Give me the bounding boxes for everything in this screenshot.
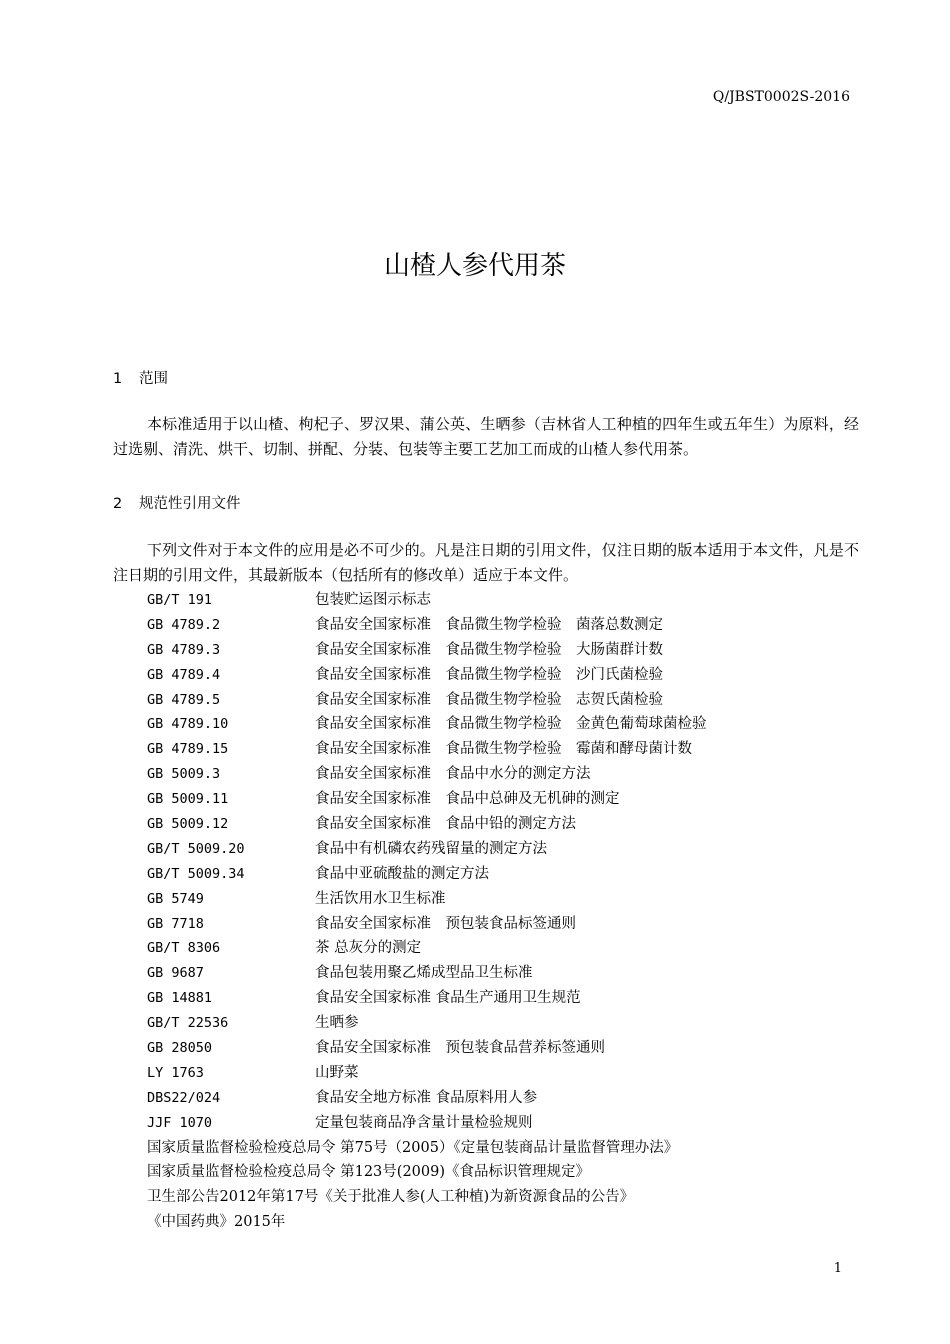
reference-item bbox=[147, 837, 867, 862]
reference-code: GB 28050 bbox=[147, 1040, 213, 1057]
reference-item bbox=[147, 688, 867, 713]
reference-code: GB 14881 bbox=[147, 990, 213, 1007]
reference-title: 食品安全国家标准 食品中铅的测定方法 bbox=[315, 816, 576, 833]
reference-item bbox=[147, 1160, 867, 1185]
reference-code: DBS22/024 bbox=[147, 1089, 221, 1106]
reference-title: 生活饮用水卫生标准 bbox=[315, 890, 446, 907]
reference-item bbox=[147, 1111, 867, 1136]
reference-item bbox=[147, 986, 867, 1011]
reference-title: 食品安全国家标准 食品微生物学检验 沙门氏菌检验 bbox=[315, 666, 663, 683]
reference-code: GB/T 5009.20 bbox=[147, 840, 245, 857]
reference-item bbox=[147, 1185, 867, 1210]
reference-title: 食品安全国家标准 食品中总砷及无机砷的测定 bbox=[315, 791, 620, 808]
reference-list bbox=[147, 588, 867, 1235]
reference-code: GB 4789.3 bbox=[147, 641, 221, 658]
reference-item bbox=[147, 712, 867, 737]
page-number: 1 bbox=[833, 1261, 842, 1276]
reference-title: 《中国药典》2015年 bbox=[147, 1214, 286, 1231]
reference-title: 食品中有机磷农药残留量的测定方法 bbox=[315, 840, 547, 857]
reference-code: JJF 1070 bbox=[147, 1114, 213, 1131]
reference-code: GB/T 5009.34 bbox=[147, 865, 245, 882]
reference-code: GB 4789.2 bbox=[147, 616, 221, 633]
reference-title: 定量包装商品净含量计量检验规则 bbox=[315, 1114, 533, 1131]
reference-item bbox=[147, 588, 867, 613]
reference-title: 国家质量监督检验检疫总局令 第123号(2009)《食品标识管理规定》 bbox=[147, 1164, 590, 1181]
reference-code: GB 5749 bbox=[147, 890, 204, 907]
section-heading-references bbox=[113, 492, 241, 513]
reference-item bbox=[147, 1036, 867, 1061]
reference-code: GB 5009.11 bbox=[147, 791, 229, 808]
reference-code: GB 4789.15 bbox=[147, 741, 229, 758]
reference-item bbox=[147, 961, 867, 986]
reference-code: GB 7718 bbox=[147, 915, 204, 932]
reference-title: 食品包装用聚乙烯成型品卫生标准 bbox=[315, 965, 533, 982]
reference-title: 山野菜 bbox=[315, 1064, 359, 1081]
reference-item bbox=[147, 663, 867, 688]
reference-title: 食品安全地方标准 食品原料用人参 bbox=[315, 1089, 538, 1106]
reference-title: 食品安全国家标准 食品微生物学检验 志贺氏菌检验 bbox=[315, 691, 663, 708]
reference-item bbox=[147, 787, 867, 812]
reference-code: GB 4789.10 bbox=[147, 716, 229, 733]
reference-title: 食品安全国家标准 食品微生物学检验 金黄色葡萄球菌检验 bbox=[315, 716, 707, 733]
reference-code: GB/T 191 bbox=[147, 592, 213, 608]
reference-item bbox=[147, 812, 867, 837]
reference-code: LY 1763 bbox=[147, 1064, 204, 1081]
section-paragraph-scope: 本标准适用于以山楂、枸杞子、罗汉果、蒲公英、生晒参（吉林省人工种植的四年生或五年生）为原料，经过选剔、清洗、烘干、切制、拼配、分装、包装等主要工艺加工而成的山楂人参代用茶。 bbox=[113, 415, 859, 458]
reference-title: 包装贮运图示标志 bbox=[315, 592, 431, 608]
reference-title: 食品安全国家标准 食品微生物学检验 霉菌和酵母菌计数 bbox=[315, 741, 692, 758]
reference-title: 食品中亚硫酸盐的测定方法 bbox=[315, 865, 489, 882]
reference-title: 国家质量监督检验检疫总局令 第75号（2005）《定量包装商品计量监督管理办法》 bbox=[147, 1139, 679, 1156]
reference-code: GB/T 22536 bbox=[147, 1015, 229, 1032]
reference-item bbox=[147, 1136, 867, 1161]
reference-code: GB 5009.12 bbox=[147, 816, 229, 833]
reference-code: GB 5009.3 bbox=[147, 766, 221, 783]
reference-item bbox=[147, 887, 867, 912]
reference-title: 食品安全国家标准 食品生产通用卫生规范 bbox=[315, 990, 581, 1007]
reference-item bbox=[147, 1061, 867, 1086]
section-number: 2 bbox=[113, 496, 123, 512]
reference-item bbox=[147, 1011, 867, 1036]
section-paragraph-references: 下列文件对于本文件的应用是必不可少的。凡是注日期的引用文件，仅注日期的版本适用于本文件，凡是不注日期的引用文件，其最新版本（包括所有的修改单）适应于本文件。 bbox=[113, 541, 859, 584]
reference-title: 食品安全国家标准 预包装食品营养标签通则 bbox=[315, 1040, 605, 1057]
reference-item bbox=[147, 737, 867, 762]
section-number: 1 bbox=[113, 371, 123, 387]
reference-item bbox=[147, 613, 867, 638]
reference-item bbox=[147, 936, 867, 961]
reference-code: GB 9687 bbox=[147, 965, 204, 982]
section-title: 规范性引用文件 bbox=[139, 496, 241, 512]
reference-item bbox=[147, 912, 867, 937]
reference-title: 食品安全国家标准 食品中水分的测定方法 bbox=[315, 766, 591, 783]
reference-item bbox=[147, 1210, 867, 1235]
reference-item bbox=[147, 638, 867, 663]
reference-code: GB 4789.5 bbox=[147, 691, 221, 708]
reference-code: GB/T 8306 bbox=[147, 940, 221, 957]
reference-title: 生晒参 bbox=[315, 1015, 359, 1032]
reference-item bbox=[147, 1086, 867, 1111]
reference-code: GB 4789.4 bbox=[147, 666, 221, 683]
section-title: 范围 bbox=[139, 371, 168, 387]
reference-title: 食品安全国家标准 食品微生物学检验 菌落总数测定 bbox=[315, 616, 663, 633]
reference-title: 食品安全国家标准 预包装食品标签通则 bbox=[315, 915, 576, 932]
document-title: 山楂人参代用茶 bbox=[383, 251, 566, 281]
reference-item bbox=[147, 762, 867, 787]
section-heading-scope bbox=[113, 367, 168, 388]
document-code: Q/JBST0002S-2016 bbox=[712, 89, 850, 105]
reference-title: 食品安全国家标准 食品微生物学检验 大肠菌群计数 bbox=[315, 641, 663, 658]
reference-item bbox=[147, 862, 867, 887]
reference-title: 茶 总灰分的测定 bbox=[315, 940, 422, 957]
reference-title: 卫生部公告2012年第17号《关于批准人参(人工种植)为新资源食品的公告》 bbox=[147, 1189, 635, 1206]
